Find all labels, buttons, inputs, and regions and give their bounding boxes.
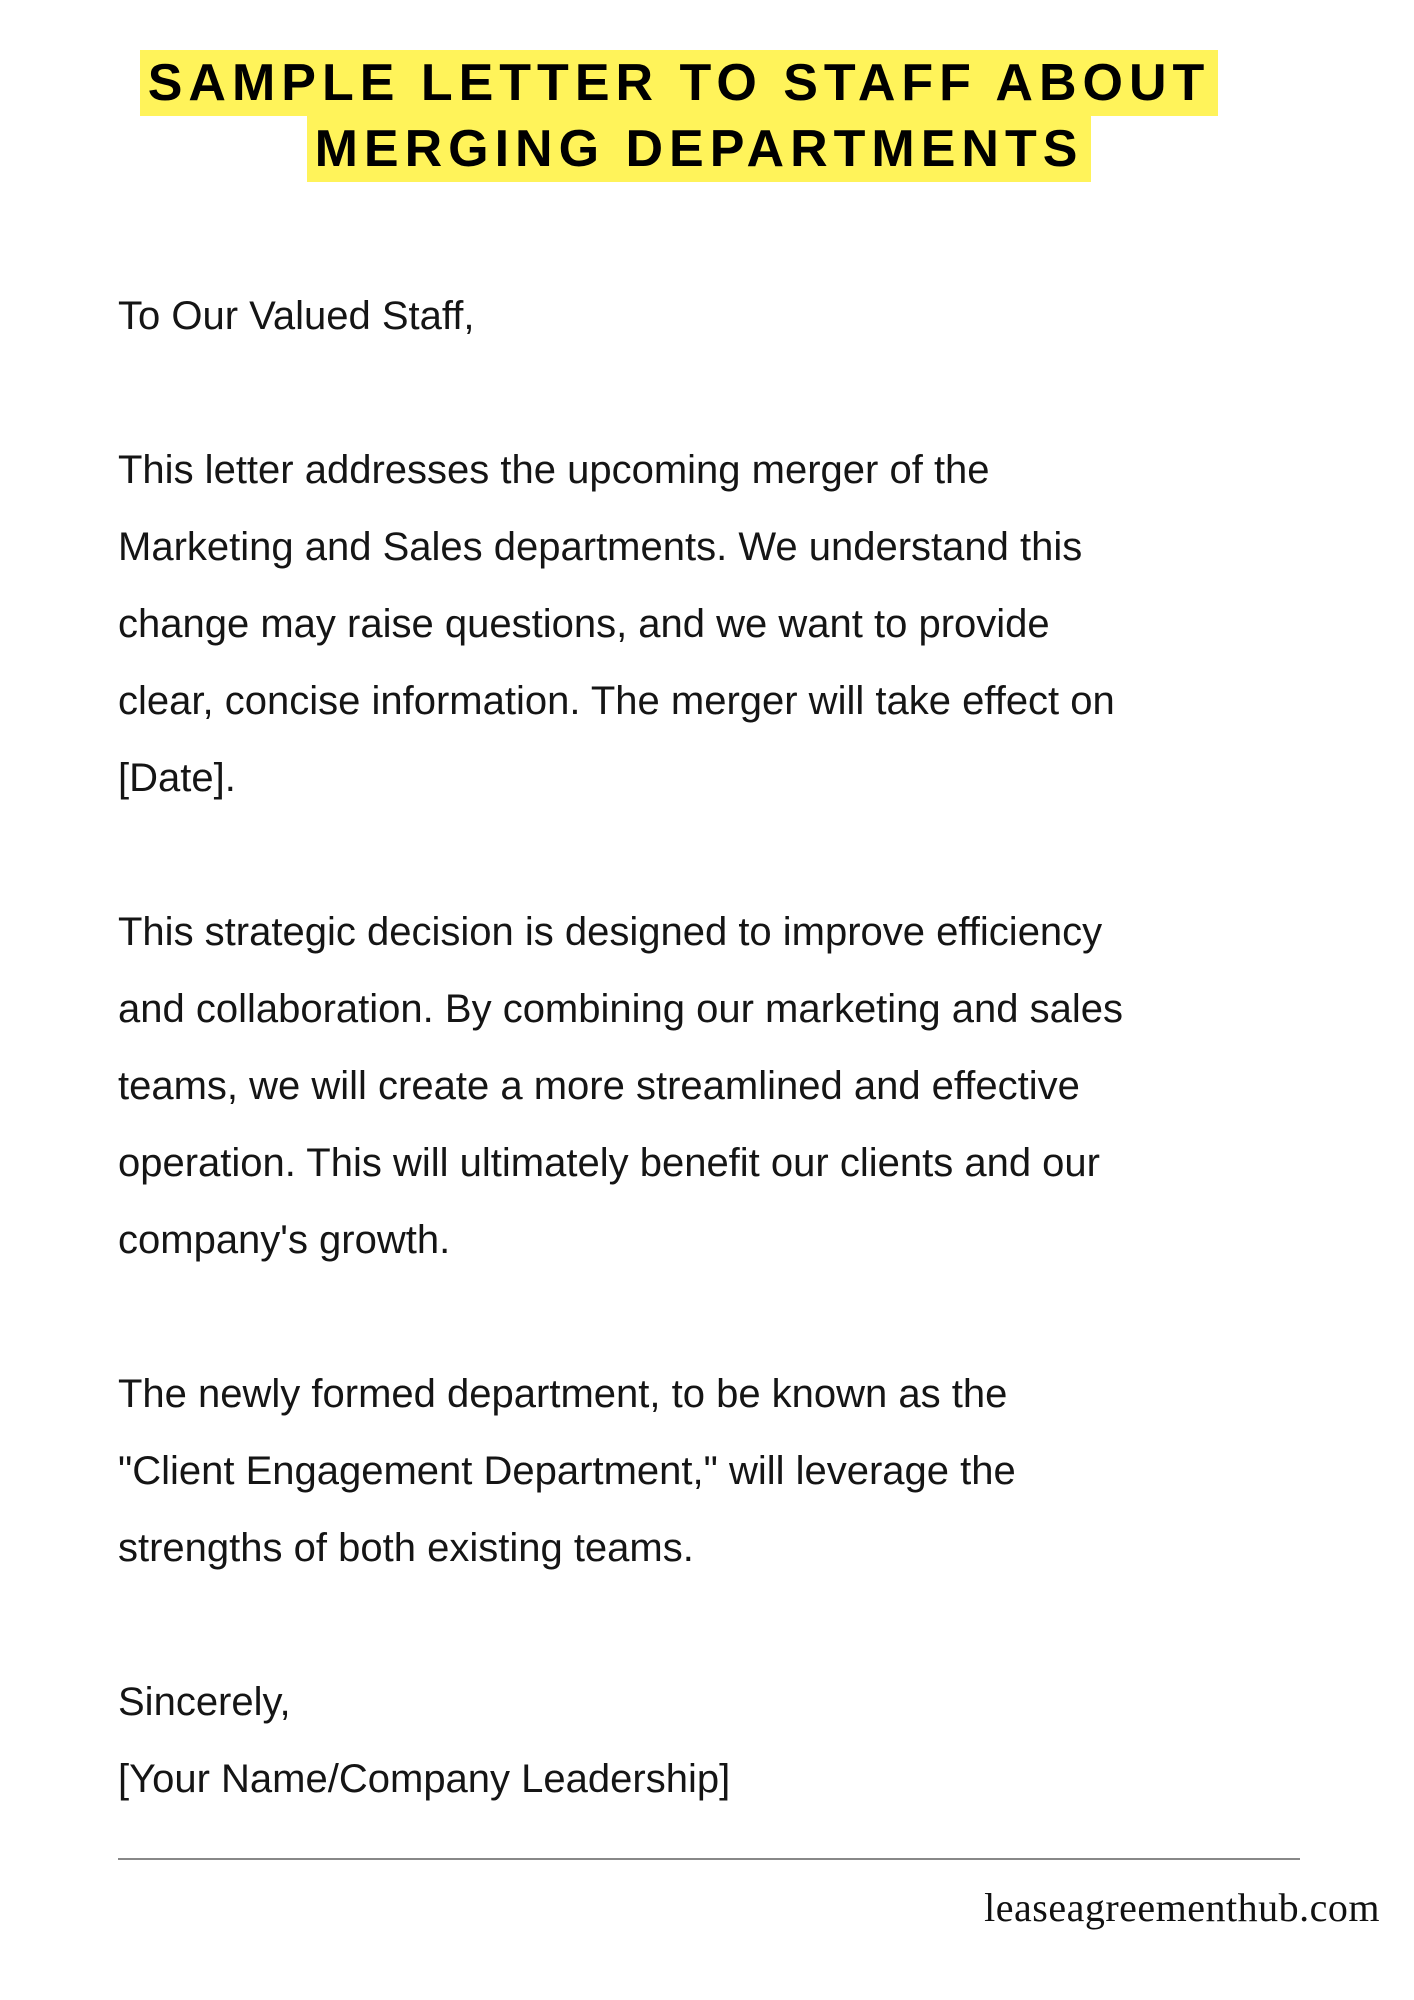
text-line: Marketing and Sales departments. We understand this (118, 525, 1083, 569)
spacer (118, 817, 1348, 894)
footer-website: leaseagreementhub.com (984, 1885, 1380, 1930)
text-line: clear, concise information. The merger will take effect on (118, 679, 1115, 723)
text-line: company's growth. (118, 1218, 451, 1262)
paragraph-1 (118, 432, 1348, 817)
paragraph-2 (118, 894, 1348, 1279)
closing: Sincerely, (118, 1680, 291, 1724)
text-line: This strategic decision is designed to improve efficiency (118, 910, 1103, 954)
footer-divider (118, 1858, 1300, 1860)
title-line-1: SAMPLE LETTER TO STAFF ABOUT (140, 50, 1219, 116)
text-line: [Date]. (118, 756, 236, 800)
spacer (118, 355, 1348, 432)
paragraph-3 (118, 1356, 1348, 1587)
text-line: change may raise questions, and we want to provide (118, 602, 1050, 646)
text-line: operation. This will ultimately benefit our clients and our (118, 1141, 1100, 1185)
signature: [Your Name/Company Leadership] (118, 1757, 731, 1801)
spacer (118, 1279, 1348, 1356)
text-line: The newly formed department, to be known as the (118, 1372, 1008, 1416)
title-line-2: MERGING DEPARTMENTS (307, 116, 1092, 182)
text-line: teams, we will create a more streamlined and effective (118, 1064, 1080, 1108)
letter-body (118, 278, 1348, 1818)
text-line: "Client Engagement Department," will leverage the (118, 1449, 1016, 1493)
text-line: strengths of both existing teams. (118, 1526, 694, 1570)
text-line: and collaboration. By combining our marketing and sales (118, 987, 1124, 1031)
text-line: This letter addresses the upcoming merger of the (118, 448, 990, 492)
page-title (0, 50, 1414, 182)
salutation: To Our Valued Staff, (118, 294, 475, 338)
spacer (118, 1587, 1348, 1664)
